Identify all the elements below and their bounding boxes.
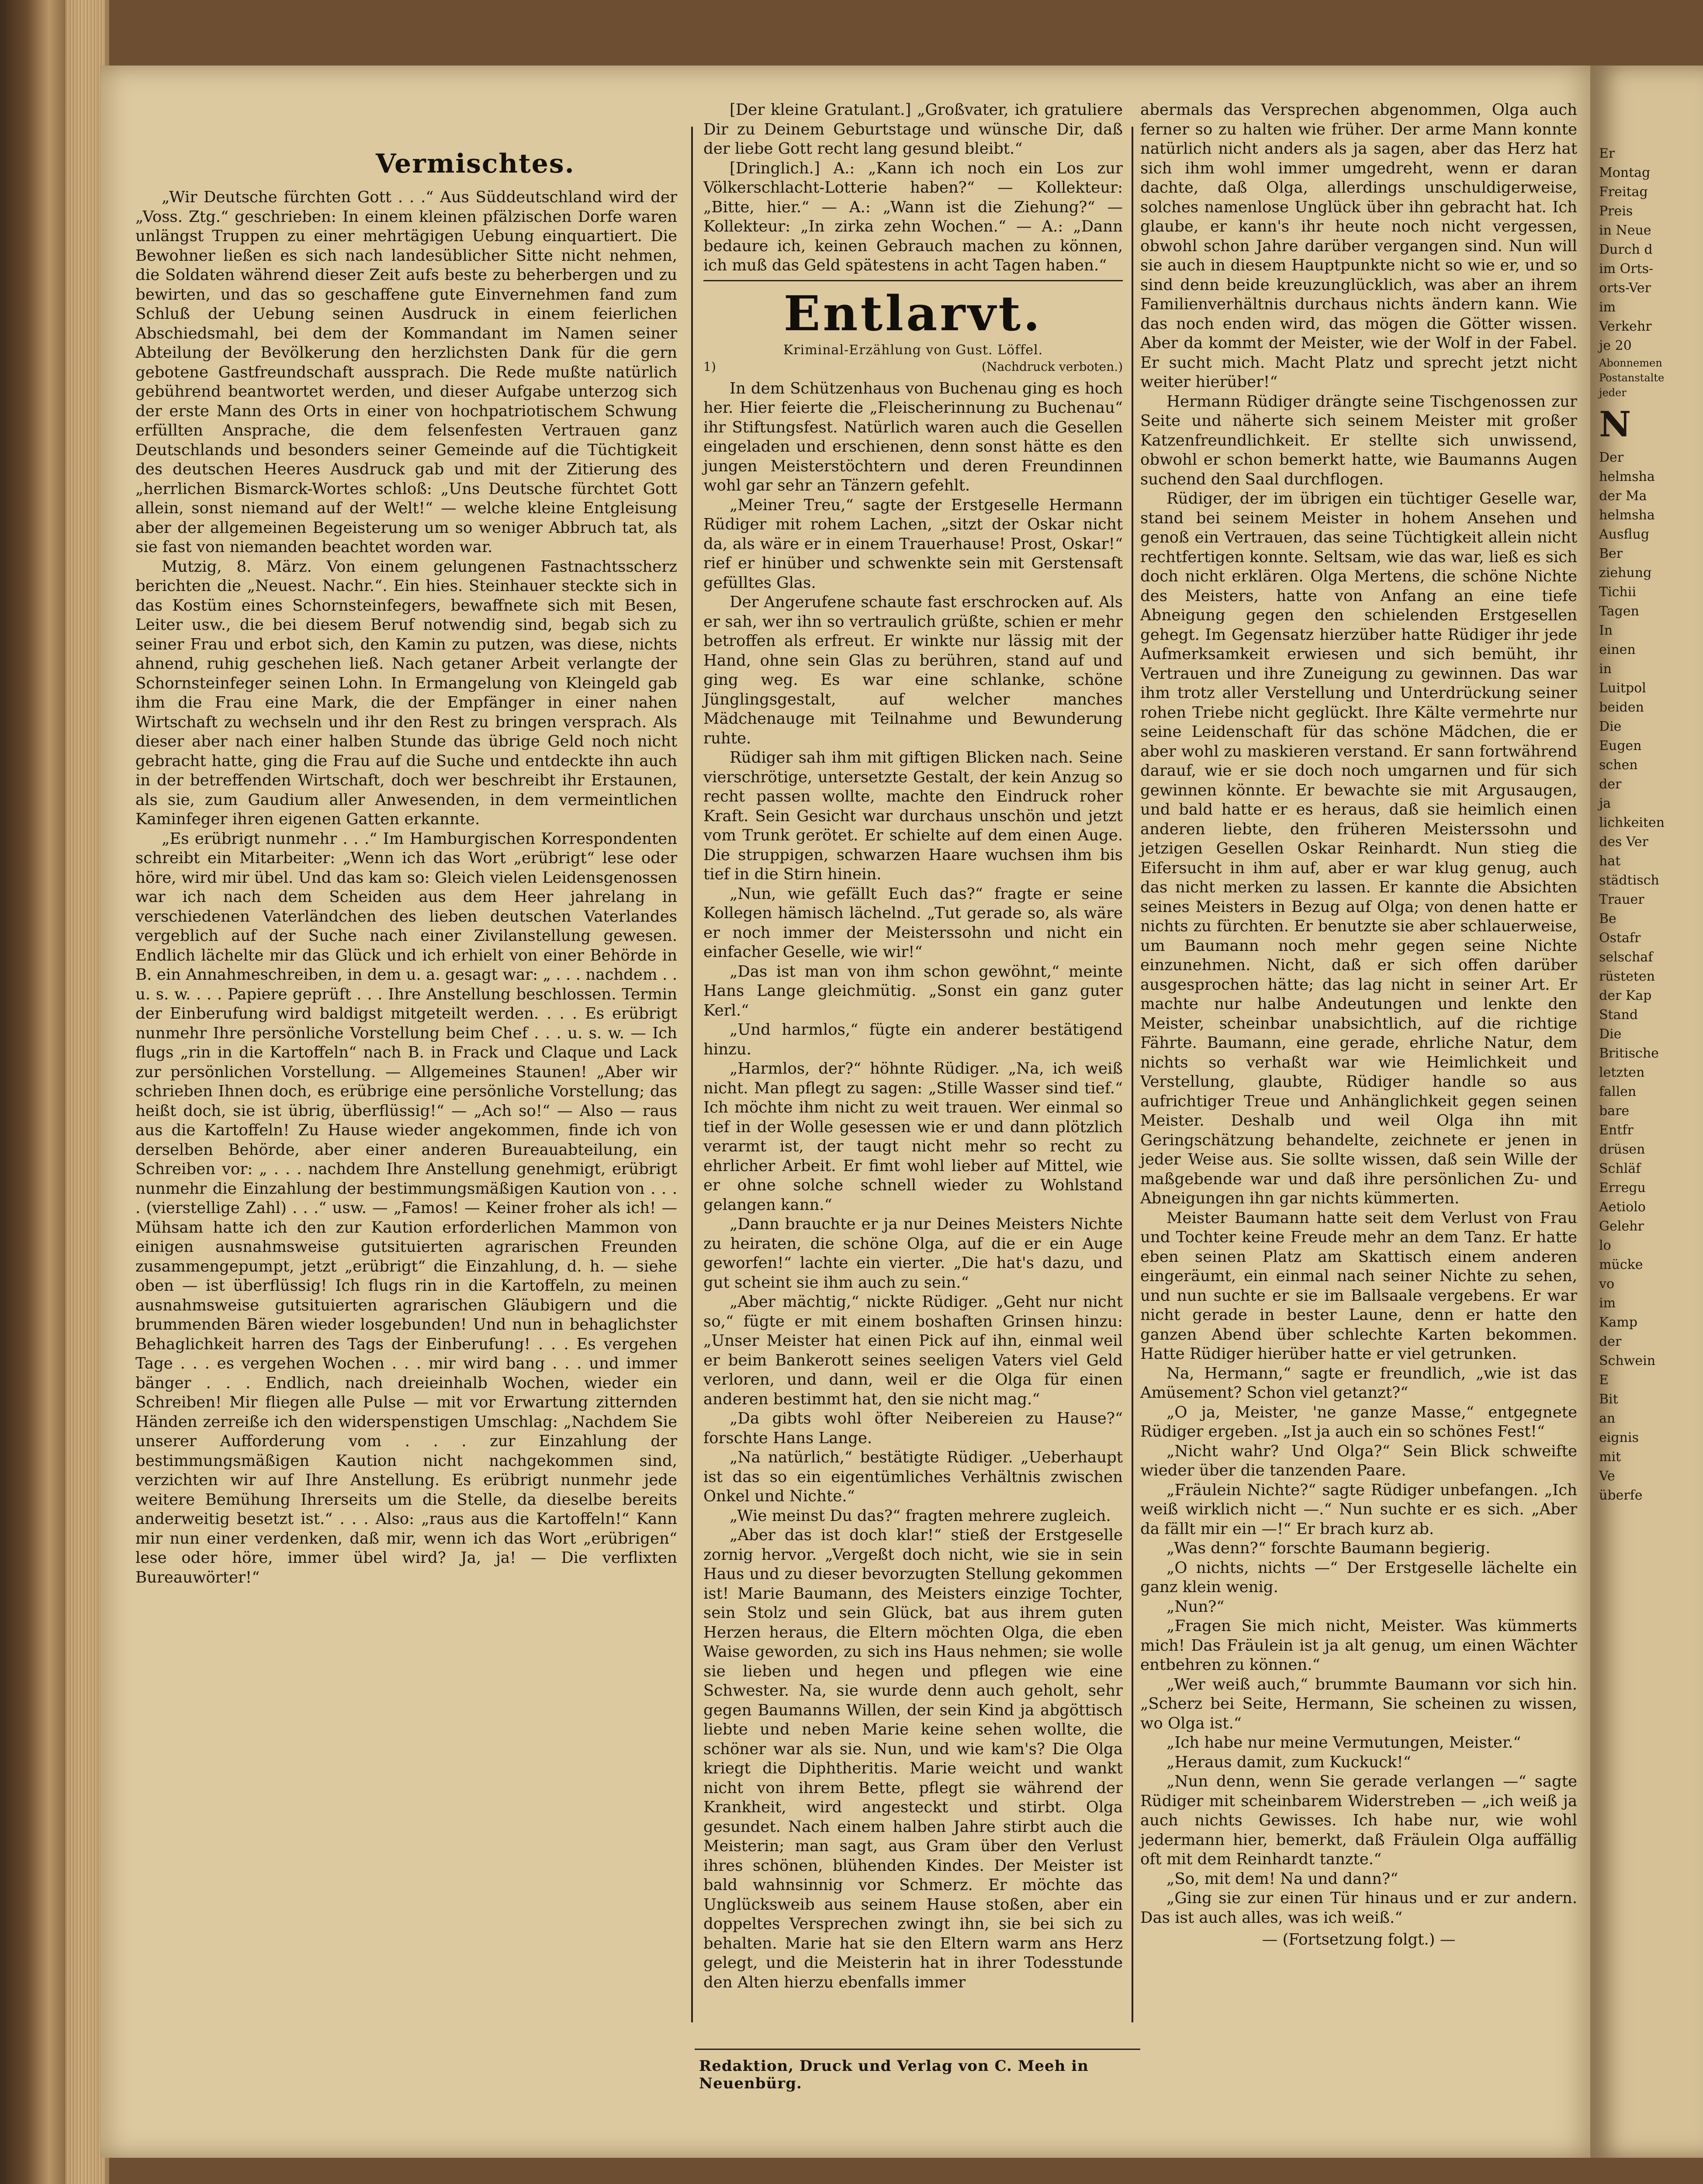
- facing-page-fragment: Die: [1599, 1026, 1622, 1042]
- facing-page-edge: [1590, 66, 1703, 2158]
- facing-page-fragment: an: [1599, 1411, 1616, 1426]
- facing-page-fragment: fallen: [1599, 1084, 1637, 1099]
- facing-page-fragment: Abonnemen: [1599, 357, 1662, 369]
- facing-page-fragment: Luitpol: [1599, 681, 1646, 696]
- story-paragraph: „Fragen Sie mich nicht, Meister. Was kümmerts mich! Das Fräulein ist ja alt genug, um einen Wächter entbehren zu können.“: [1140, 1617, 1577, 1674]
- facing-page-fragment: Der: [1599, 450, 1624, 465]
- section-rule: [703, 280, 1123, 281]
- facing-page-fragment: Entfr: [1599, 1123, 1634, 1138]
- story-paragraph: „So, mit dem! Na und dann?“: [1166, 1870, 1398, 1888]
- facing-page-fragment: Schwein: [1599, 1353, 1656, 1368]
- story-paragraph: „Dann brauchte er ja nur Deines Meisters Nichte zu heiraten, die schöne Olga, auf die er ein Auge geworfen!“ lachte ein vierter. „Die hat's dazu, und gut scheint sie ihm auch zu sein.“: [703, 1215, 1123, 1292]
- story-paragraph: Der Angerufene schaute fast erschrocken auf. Als er sah, wer ihn so vertraulich grüßte, schien er mehr betroffen als erfreut. Er winkte nur lässig mit der Hand, ohne sein Glas zu berühren, stand auf und ging weg. Es war eine schlanke, schöne Jünglingsgestalt, auf welcher manches Mädchenauge mit Teilnahme und Bewunderung ruhte.: [703, 593, 1123, 747]
- story-paragraph: „Fräulein Nichte?“ sagte Rüdiger unbefangen. „Ich weiß wirklich nicht —.“ Nun suchte er es sich. „Aber da fällt mir ein —!“ Er brach kurz ab.: [1140, 1481, 1577, 1538]
- story-paragraph: abermals das Versprechen abgenommen, Olga auch ferner so zu halten wie früher. Der arme Mann konnte natürlich nicht anders als ja sagen, aber das Herz hat sich ihm wohl immer umgedreht, wenn er daran dachte, daß Olga, allerdings unschuldigerweise, solches namenlose Unglück über ihn gebracht hat. Ich glaube, er kann's ihr heute noch nicht vergessen, obwohl schon Jahre darüber vergangen sind. Nun will sie auch in diesem Hauptpunkte nicht so wie er, und so sind denn beide kreuzunglücklich, was aber an ihrem Familienverhältnis durchaus nichts ändern kann. Wie das noch enden wird, das mögen die Götter wissen. Aber da kommt der Meister, wie der Wolf in der Fabel. Er sucht mich. Macht Platz und sprecht jetzt nicht weiter hierüber!“: [1140, 101, 1577, 391]
- story-title: Entlarvt.: [783, 285, 1043, 342]
- facing-page-fragment: beiden: [1599, 700, 1644, 715]
- facing-page-fragment: jeder: [1599, 387, 1627, 399]
- section-heading: Vermischtes.: [376, 149, 575, 179]
- facing-page-fragment: im: [1599, 1296, 1616, 1311]
- story-paragraph: „Nun, wie gefällt Euch das?“ fragte er seine Kollegen hämisch lächelnd. „Tut gerade so, als wäre er noch immer der Meisterssohn und nicht ein einfacher Geselle, wie wir!“: [703, 885, 1123, 961]
- story-paragraph: „Heraus damit, zum Kuckuck!“: [1166, 1753, 1411, 1771]
- story-paragraph: „Ich habe nur meine Vermutungen, Meister.“: [1166, 1734, 1521, 1752]
- facing-page-fragment: vo: [1599, 1276, 1615, 1292]
- story-subtitle: Kriminal-Erzählung von Gust. Löffel.: [783, 342, 1043, 358]
- facing-page-fragment: Preis: [1599, 204, 1633, 219]
- continuation-notice: — (Fortsetzung folgt.) —: [1262, 1931, 1456, 1949]
- facing-page-fragment: im Orts-: [1599, 261, 1654, 276]
- facing-page-fragment: der Kap: [1599, 988, 1652, 1003]
- facing-page-fragment: lichkeiten: [1599, 815, 1665, 830]
- story-paragraph: „Aber mächtig,“ nickte Rüdiger. „Geht nur nicht so,“ fügte er mit einem boshaften Grinsen hinzu: „Unser Meister hat einen Pick auf ihn, einmal weil er beim Bankerott seines seeligen Vaters viel Geld verloren, und dann, weil er die Olga für einen anderen bestimmt hat, den sie nicht mag.“: [703, 1293, 1123, 1408]
- story-paragraph: „Meiner Treu,“ sagte der Erstgeselle Hermann Rüdiger mit rohem Lachen, „sitzt der Oskar nicht da, als wäre er in einem Trauerhause! Prost, Oskar!“ rief er hinüber und schwenkte sein mit Gerstensaft gefülltes Glas.: [703, 496, 1123, 592]
- facing-page-fragment: Britische: [1599, 1046, 1659, 1061]
- facing-page-fragment: letzten: [1599, 1065, 1645, 1080]
- facing-page-fragment: Tagen: [1599, 604, 1639, 619]
- story-paragraph: „Harmlos, der?“ höhnte Rüdiger. „Na, ich weiß nicht. Man pflegt zu sagen: „Stille Wasser sind tief.“ Ich möchte ihm nicht zu weit trauen. Wer einmal so tief in der Wolle gesessen wie er und dann plötzlich verarmt ist, der taugt nicht mehr so recht zu ehrlicher Arbeit. Er fimt wohl lieber auf Mittel, wie er ohne solche schnell wieder zu Wohlstand gelangen kann.“: [703, 1060, 1123, 1214]
- facing-page-fragment: Stand: [1599, 1007, 1638, 1023]
- facing-page-fragment: in Neue: [1599, 223, 1651, 238]
- facing-page-fragment: Eugen: [1599, 738, 1642, 753]
- article-paragraph: „Es erübrigt nunmehr . . .“ Im Hamburgischen Korrespondenten schreibt ein Mitarbeiter: „Wenn ich das Wort „erübrigt“ lese oder höre, wird mir übel. Und das kam so: Gleich vielen Leidensgenossen war ich nach dem Scheiden aus dem Heer jahrelang in verschiedenen Vaterländchen des lieben deutschen Vaterlandes vergeblich auf der Suche nach einer Zivilanstellung gewesen. Endlich lächelte mir das Glück und ich erhielt von einer Behörde in B. ein Annahmeschreiben, in dem u. a. gesagt war: „ . . . nachdem . . u. s. w. . . . Papiere geprüft . . . Ihre Anstellung beschlossen. Termin der Einberufung wird baldigst mitgeteilt werden. . . . Es erübrigt nunmehr Ihre persönliche Vorstellung beim Chef . . . u. s. w. — Ich flugs „rin in die Kartoffeln“ nach B. in Frack und Claque und Lack zur persönlichen Vorstellung. — Allgemeines Staunen! „Aber wir schrieben Ihnen doch, es erübrige eine persönliche Vorstellung; das heißt doch, sie ist übrig, überflüssig!“ — „Ach so!“ — Also — raus aus die Kartoffeln! Zu Hause wieder angekommen, finde ich von derselben Behörde, aber einer anderen Bureauabteilung, ein Schreiben vor: „ . . . nachdem Ihre Anstellung genehmigt, erübrigt nunmehr die Einzahlung der bestimmungsmäßigen Kaution von . . . . (vierstellige Zahl) . . .“ usw. — „Famos! — Keiner froher als ich! — Mühsam hatte ich den zur Kaution erforderlichen Mammon von einigen ausnahmsweise gutsituierten agrarischen Freunden zusammengepumpt, jetzt „erübrigt“ die Einzahlung, d. h. — siehe oben — ist überflüssig! Ich flugs rin in die Kartoffeln, zu meinen ausnahmsweise gutsituierten agrarischen Gläubigern und die brummenden Bären wieder losgebunden! Und nun in behaglichster Behaglichkeit harren des Tags der Einberufung! . . . Es vergehen Tage . . . es vergehen Wochen . . . mir wird bang . . . und immer bänger . . . Endlich, nach dreieinhalb Wochen, wieder ein Schreiben! Mir fliegen alle Pulse — mit vor Erwartung zitternden Händen zerreiße ich den widerspenstigen Umschlag: „Nachdem Sie unserer Aufforderung vom . . . zur Einzahlung der bestimmungsmäßigen Kaution nicht nachgekommen sind, verzichten wir auf Ihre Anstellung. Es erübrigt nunmehr jede weitere Bemühung Ihrerseits um die Stelle, da dieselbe bereits anderweitig besetzt ist.“ . . . Also: „raus aus die Kartoffeln!“ Kann mir nun einer verdenken, daß mir, wenn ich das Wort „erübrigen“ lese oder höre, immer übel wird? Ja, ja! — Die verflixten Bureauwörter!“: [135, 829, 677, 1586]
- story-paragraph: Hermann Rüdiger drängte seine Tischgenossen zur Seite und näherte sich seinem Meister mit großer Katzenfreundlichkeit. Er stellte sich unwissend, obwohl er schon bemerkt hatte, wie Baumanns Augen suchend den Saal durchflogen.: [1140, 392, 1577, 488]
- column-1: [135, 188, 677, 1587]
- facing-page-fragment: Ve: [1599, 1469, 1615, 1484]
- facing-page-fragment: Aetiolo: [1599, 1199, 1646, 1215]
- facing-page-fragment: Schläf: [1599, 1161, 1641, 1176]
- facing-page-fragment: Ausflug: [1599, 527, 1649, 542]
- facing-page-fragment: Tichii: [1599, 584, 1636, 600]
- imprint-line: Redaktion, Druck und Verlag von C. Meeh in Neuenbürg.: [699, 2057, 1089, 2092]
- facing-page-fragment: Die: [1599, 719, 1622, 734]
- facing-page-fragment: Er: [1599, 146, 1615, 161]
- story-paragraph: Meister Baumann hatte seit dem Verlust von Frau und Tochter keine Freude mehr an dem Tanz. Er hatte eben seinen Platz am Skattisch einem anderen eingeräumt, ein einmal nach seiner Nichte zu sehen, und nun suchte er sie im Ballsaale vergebens. Er war nicht gerade in bester Laune, denn er hatte den ganzen Abend über schlechte Karten bekommen. Hatte Rüdiger hierüber hatte er viel getrunken.: [1140, 1209, 1577, 1363]
- book-page-stack: [0, 0, 109, 2184]
- facing-page-text: [1590, 66, 1703, 1505]
- story-paragraph: „Nun denn, wenn Sie gerade verlangen —“ sagte Rüdiger mit scheinbarem Widerstreben — „ich weiß ja auch nichts Gewisses. Ich habe nur, wie wohl jedermann hier, bemerkt, daß Fräulein Olga auffällig oft mit dem Reinhardt tanzte.“: [1140, 1773, 1577, 1868]
- column-2: [703, 100, 1123, 1992]
- facing-page-fragment: der: [1599, 1334, 1622, 1349]
- story-paragraph: „Nicht wahr? Und Olga?“ Sein Blick schweifte wieder über die tanzenden Paare.: [1140, 1442, 1577, 1479]
- facing-page-fragment: lo: [1599, 1238, 1611, 1253]
- facing-page-fragment: mücke: [1599, 1257, 1643, 1272]
- facing-page-fragment: Ber: [1599, 546, 1623, 561]
- column-divider: [691, 127, 693, 2022]
- facing-page-fragment: Erregu: [1599, 1180, 1646, 1196]
- facing-page-fragment: Ostafr: [1599, 930, 1641, 946]
- facing-page-fragment: rüsteten: [1599, 969, 1655, 984]
- column-3: [1140, 100, 1577, 1950]
- story-paragraph: Na, Hermann,“ sagte er freundlich, „wie ist das Amüsement? Schon viel getanzt?“: [1140, 1364, 1577, 1402]
- anecdote-paragraph: [Dringlich.] A.: „Kann ich noch ein Los zur Völkerschlacht-Lotterie haben?“ — Kollekteur: „Bitte, hier.“ — A.: „Wann ist die Ziehung?“ — Kollekteur: „In zirka zehn Wochen.“ — A.: „Dann bedaure ich, keinen Gebrauch machen zu können, ich muß das Geld spätestens in acht Tagen haben.“: [703, 159, 1123, 274]
- story-paragraph: „Da gibts wohl öfter Neibereien zu Hause?“ forschte Hans Lange.: [703, 1410, 1123, 1447]
- facing-page-fragment: helmsha: [1599, 508, 1655, 523]
- facing-page-fragment: der Ma: [1599, 488, 1647, 504]
- story-paragraph: „Aber das ist doch klar!“ stieß der Erstgeselle zornig hervor. „Vergeßt doch nicht, wie sie in sein Haus und zu dieser bevorzugten Stellung gekommen ist! Marie Baumann, des Meisters einzige Tochter, sein Stolz und sein Glück, bat aus ihrem guten Herzen heraus, die Eltern möchten Olga, die eben Waise geworden, zu sich ins Haus nehmen; sie wolle sie lieben und hegen und pflegen wie eine Schwester. Na, sie wurde denn auch geholt, sehr gegen Baumanns Willen, der sein Kind ja abgöttisch liebte und neben Marie keine sehen wollte, die schöner war als sie. Nun, und wie kam's? Die Olga kriegt die Diphtheritis. Marie weicht und wankt nicht von ihrem Bette, pflegt sie während der Krankheit, wird angesteckt und stirbt. Olga gesundet. Nach einem halben Jahre stirbt auch die Meisterin; man sagt, aus Gram über den Verlust ihres schönen, blühenden Kindes. Der Meister ist bald wahnsinnig vor Schmerz. Er möchte das Unglücksweib aus seinem Hause stoßen, aber ein doppeltes Versprechen zwingt ihn, sie bei sich zu behalten. Marie hat sie den Eltern warm ans Herz gelegt, und die Meisterin hat in ihrer Todesstunde den Alten hierzu ebenfalls immer: [703, 1526, 1123, 1991]
- copyright-notice: (Nachdruck verboten.): [982, 359, 1123, 374]
- facing-page-fragment: bare: [1599, 1103, 1630, 1119]
- facing-page-fragment: Freitag: [1599, 184, 1648, 200]
- story-paragraph: Rüdiger sah ihm mit giftigen Blicken nach. Seine vierschrötige, untersetzte Gestalt, der kein Anzug so recht passen wollte, machte den Eindruck roher Kraft. Sein Gesicht war durchaus unschön und jetzt vom Trunk gerötet. Er schielte auf dem einen Auge. Die struppigen, schwarzen Haare wuchsen ihm bis tief in die Stirn hinein.: [703, 749, 1123, 883]
- facing-page-fragment: Gelehr: [1599, 1219, 1644, 1234]
- story-paragraph: „Ging sie zur einen Tür hinaus und er zur andern. Das ist auch alles, was ich weiß.“: [1140, 1889, 1577, 1927]
- installment-number: 1): [703, 359, 716, 374]
- facing-page-fragment: je 20: [1599, 338, 1632, 353]
- story-meta: [703, 358, 1123, 376]
- facing-page-fragment: ja: [1599, 796, 1611, 811]
- story-paragraph: „O ja, Meister, 'ne ganze Masse,“ entgegnete Rüdiger ergeben. „Ist ja auch ein so schönes Fest!“: [1140, 1403, 1577, 1441]
- facing-page-fragment: hat: [1599, 854, 1621, 869]
- facing-page-fragment: orts-Ver: [1599, 280, 1651, 296]
- article-paragraph: Mutzig, 8. März. Von einem gelungenen Fastnachtsscherz berichten die „Neuest. Nachr.“. Ein hies. Steinhauer steckte sich in das Kostüm eines Schornsteinfegers, bewaffnete sich mit Besen, Leiter usw., die bei diesem Beruf notwendig sind, begab sich zu seiner Frau und erbot sich, den Kamin zu putzen, was diese, nichts ahnend, ruhig geschehen ließ. Nach getaner Arbeit verlangte der Schornsteinfeger seinen Lohn. In Ermangelung von Kleingeld gab ihm die Frau eine Mark, die der Empfänger in einer nahen Wirtschaft zu wechseln und ihr den Rest zu bringen versprach. Als dieser aber nach einer halben Stunde das übrige Geld noch nicht gebracht hatte, ging die Frau auf die Suche und entdeckte ihn auch in der betreffenden Wirtschaft, doch wer beschreibt ihr Erstaunen, als sie, zum Gaudium aller Anwesenden, in dem vermeintlichen Kaminfeger ihren eigenen Gatten erkannte.: [135, 557, 677, 828]
- footer-rule: [695, 2049, 1140, 2050]
- story-paragraph: „Wie meinst Du das?“ fragten mehrere zugleich.: [730, 1507, 1111, 1525]
- story-paragraph: „O nichts, nichts —“ Der Erstgeselle lächelte ein ganz klein wenig.: [1140, 1559, 1577, 1596]
- facing-page-fragment: überfe: [1599, 1488, 1643, 1503]
- story-paragraph: „Wer weiß auch,“ brummte Baumann vor sich hin. „Scherz bei Seite, Hermann, Sie scheinen zu wissen, wo Olga ist.“: [1140, 1675, 1577, 1732]
- facing-page-fragment: schen: [1599, 757, 1638, 773]
- facing-page-fragment: Kamp: [1599, 1315, 1637, 1330]
- facing-page-fragment: ziehung: [1599, 565, 1652, 581]
- column-divider: [1132, 127, 1133, 2022]
- facing-page-fragment: städtisch: [1599, 873, 1659, 888]
- facing-page-fragment: in: [1599, 661, 1612, 677]
- facing-page-fragment: Montag: [1599, 165, 1651, 180]
- anecdote-paragraph: [Der kleine Gratulant.] „Großvater, ich gratuliere Dir zu Deinem Geburtstage und wünsche Dir, daß der liebe Gott recht lang gesund bleibt.“: [703, 101, 1123, 158]
- story-paragraph: „Na natürlich,“ bestätigte Rüdiger. „Ueberhaupt ist das so ein eigentümliches Verhältnis zwischen Onkel und Nichte.“: [703, 1448, 1123, 1505]
- facing-page-fragment: Postanstalte: [1599, 372, 1665, 384]
- article-paragraph: „Wir Deutsche fürchten Gott . . .“ Aus Süddeutschland wird der „Voss. Ztg.“ geschrieben: In einem kleinen pfälzischen Dorfe waren unlängst Truppen zu einer mehrtägigen Uebung einquartiert. Die Bewohner ließen es sich nach landesüblicher Sitte nicht nehmen, die Soldaten während dieser Zeit aufs beste zu beherbergen und zu bewirten, und das so geschaffene gute Einvernehmen fand zum Schluß der Uebung seinen Ausdruck in einem feierlichen Abschiedsmahl, bei dem der Kommandant im Namen seiner Abteilung der Bevölkerung den herzlichsten Dank für die gern gebotene Gastfreundschaft aussprach. Die Rede mußte natürlich gebührend beantwortet werden, und dieser Aufgabe unterzog sich der erste Mann des Orts in einer von hochpatriotischem Schwung erfüllten Ansprache, die dem felsenfesten Vertrauen ganz Deutschlands und besonders seiner Gemeinde auf die Tüchtigkeit des deutschen Heeres Ausdruck gab und mit der Zitierung des „herrlichen Bismarck-Wortes schloß: „Uns Deutsche fürchtet Gott allein, sonst niemand auf der Welt!“ — welche kleine Entgleisung aber der allgemeinen Begeisterung um so weniger Abbruch tat, als sie fast von niemanden beachtet worden war.: [135, 188, 677, 556]
- facing-page-fragment: N: [1599, 404, 1631, 445]
- facing-page-fragment: Be: [1599, 911, 1616, 926]
- facing-page-fragment: drüsen: [1599, 1142, 1645, 1157]
- facing-page-fragment: einen: [1599, 642, 1636, 657]
- facing-page-fragment: In: [1599, 623, 1613, 638]
- facing-page-fragment: Bit: [1599, 1392, 1618, 1407]
- facing-page-fragment: mit: [1599, 1449, 1621, 1465]
- facing-page-fragment: Trauer: [1599, 892, 1644, 907]
- story-paragraph: „Und harmlos,“ fügte ein anderer bestätigend hinzu.: [703, 1021, 1123, 1058]
- facing-page-fragment: selschaf: [1599, 950, 1653, 965]
- story-paragraph: „Nun?“: [1166, 1597, 1225, 1616]
- story-paragraph: „Das ist man von ihm schon gewöhnt,“ meinte Hans Lange gleichmütig. „Sonst ein ganz guter Kerl.“: [703, 962, 1123, 1019]
- facing-page-fragment: eignis: [1599, 1430, 1639, 1445]
- facing-page-fragment: der: [1599, 777, 1622, 792]
- story-paragraph: „Was denn?“ forschte Baumann begierig.: [1166, 1539, 1491, 1557]
- story-paragraph: In dem Schützenhaus von Buchenau ging es hoch her. Hier feierte die „Fleischerinnung zu Buchenau“ ihr Stiftungsfest. Natürlich waren auch die Gesellen eingeladen und erschienen, denn sonst hätte es den jungen Meisterstöchtern und deren Freundinnen wohl gar sehr an Tänzern gefehlt.: [703, 379, 1123, 494]
- facing-page-fragment: im: [1599, 300, 1616, 315]
- story-paragraph: Rüdiger, der im übrigen ein tüchtiger Geselle war, stand bei seinem Meister in hohem Ansehen und genoß ein Vertrauen, das seine Tüchtigkeit allein nicht rechtfertigen konnte. Seltsam, wie das war, ließ es sich doch nicht erklären. Olga Mertens, die schöne Nichte des Meisters, hatte von Anfang an eine tiefe Abneigung gegen den schielenden Erstgesellen gehegt. Im Gegensatz hierzüber hatte Rüdiger ihr jede Aufmerksamkeit erwiesen und sich bemüht, ihr Vertrauen und ihre Zuneigung zu gewinnen. Das war ihm trotz aller Verstellung und Unterdrückung seiner rohen Triebe nicht geglückt. Ihre Kälte vermehrte nur seine Leidenschaft für das schöne Mädchen, die er aber wohl zu maskieren verstand. Er sann fortwährend darauf, wie er sie doch noch umgarnen und für sich gewinnen könnte. Er bewachte sie mit Argusaugen, und bald hatte er es heraus, daß sie heimlich einen anderen liebte, den früheren Meisterssohn und jetzigen Gesellen Oskar Reinhardt. Nun stieg die Eifersucht in ihm auf, aber er war klug genug, auch das nicht merken zu lassen. Er kannte die Absichten seines Meisters in Bezug auf Olga; von denen hatte er nichts zu fürchten. Er benutzte sie aber schlauerweise, um Baumann noch mehr gegen seine Nichte einzunehmen. Nicht, daß er sich offen darüber ausgesprochen hätte; das lag nicht in seiner Art. Er machte nur halbe Andeutungen und lenkte den Meister, scheinbar unabsichtlich, auf die richtige Fährte. Baumann, eine gerade, ehrliche Natur, dem nichts so verhaßt war wie Heimlichkeit und Verstellung, glaubte, Rüdiger handle so aus aufrichtiger Treue und Anhänglichkeit gegen seinen Meister. Deshalb und weil Olga ihn mit Geringschätzung behandelte, zeichnete er jenen in jeder Weise aus. Sie sollte wissen, daß sein Wille der maßgebende war und daß ihre persönlichen Zu- und Abneigungen ihn gar nichts kümmerten.: [1140, 490, 1577, 1207]
- facing-page-fragment: Verkehr: [1599, 319, 1652, 334]
- facing-page-fragment: E: [1599, 1372, 1609, 1388]
- facing-page-fragment: helmsha: [1599, 469, 1655, 484]
- facing-page-fragment: Durch d: [1599, 242, 1653, 257]
- facing-page-fragment: des Ver: [1599, 834, 1648, 850]
